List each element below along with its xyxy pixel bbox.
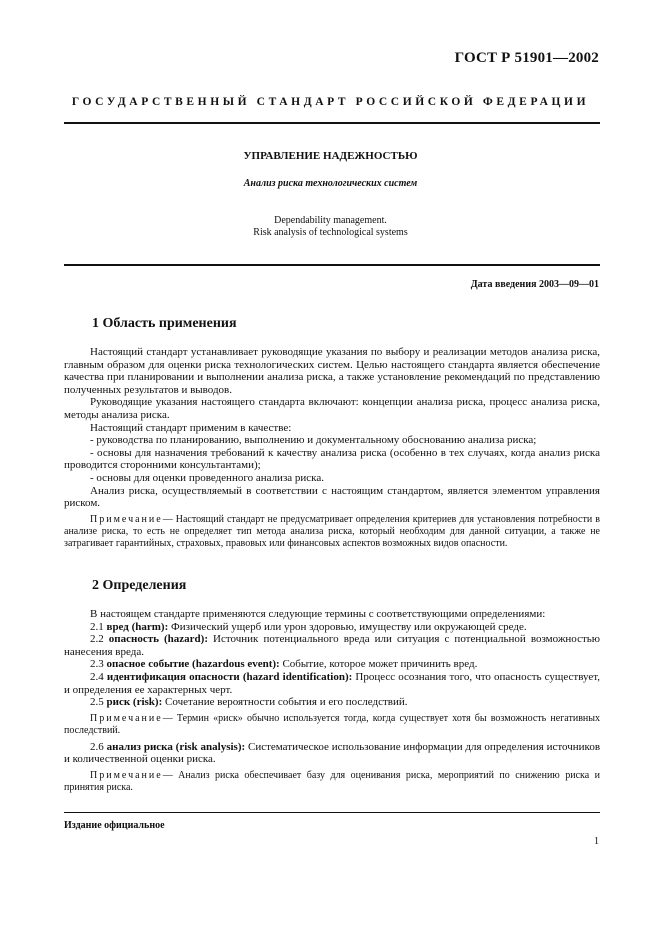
gost-number: ГОСТ Р 51901—2002 <box>454 50 599 66</box>
section1-note <box>64 514 600 550</box>
note-text: — Анализ риска обеспечивает базу для оценивания риска, мероприятий по снижению риска и принятия риска. <box>64 769 600 793</box>
note-label: Примечание <box>90 513 163 525</box>
definition-text: Сочетание вероятности события и его последствий. <box>162 696 408 709</box>
definition-item <box>64 741 600 766</box>
definition-item <box>64 658 600 671</box>
definition-number: 2.5 <box>90 696 104 709</box>
section1-heading: 1 Область применения <box>92 316 237 331</box>
definition-term: анализ риска (risk analysis): <box>106 740 246 753</box>
section2-heading: 2 Определения <box>92 578 187 593</box>
english-title-line2: Risk analysis of technological systems <box>253 227 408 238</box>
intro-date: Дата введения 2003—09—01 <box>470 279 599 290</box>
definition-term: опасность (hazard): <box>108 633 208 646</box>
note-text: — Настоящий стандарт не предусматривает определения критериев для установления потребности в анализе риска, то есть не определяет тип метода анализа риска, который необходим для данной ситуации, а также не затрагивает гарантийных, страховых, правовых или финансовых аспектов возможных видов опасности. <box>64 513 600 549</box>
document-title: УПРАВЛЕНИЕ НАДЕЖНОСТЬЮ <box>243 150 418 162</box>
section1-body <box>64 346 600 550</box>
section1-bullet: - руководства по планированию, выполнению и документальному обоснованию анализа риска; <box>90 434 537 447</box>
title-rule <box>64 264 600 266</box>
definition-number: 2.4 <box>90 670 104 683</box>
definition-text: Систематическое использование информации для определения источников и количественной оценки риска. <box>64 740 601 766</box>
note-label: Примечание <box>90 769 163 781</box>
definition-item <box>64 671 600 696</box>
english-title-line1: Dependability management. <box>274 215 387 226</box>
definition-number: 2.1 <box>90 620 104 633</box>
state-standard-banner: ГОСУДАРСТВЕННЫЙ СТАНДАРТ РОССИЙСКОЙ ФЕДЕРАЦИИ <box>71 96 590 108</box>
definition-number: 2.2 <box>90 633 104 646</box>
section1-bullet: - основы для оценки проведенного анализа риска. <box>90 471 324 484</box>
document-subtitle: Анализ риска технологических систем <box>243 178 418 189</box>
definition-item <box>64 621 600 634</box>
definition-item <box>64 696 600 709</box>
page-number: 1 <box>594 836 599 847</box>
definition-text: Физический ущерб или урон здоровью, имуществу или окружающей среде. <box>168 620 527 633</box>
footer-rule <box>64 812 600 813</box>
section1-paragraph: Анализ риска, осуществляемый в соответствии с настоящим стандартом, является элементом управления риском. <box>64 484 600 510</box>
section1-paragraph: Руководящие указания настоящего стандарта включают: концепции анализа риска, процесс анализа риска, методы анализа риска. <box>64 396 600 421</box>
header-rule <box>64 122 600 124</box>
definition-term: идентификация опасности (hazard identification): <box>106 670 353 683</box>
section1-paragraph: Настоящий стандарт устанавливает руководящие указания по выбору и реализации методов анализа риска, главным образом для оценки риска технологических систем. Целью настоящего стандарта является обеспечение качества при планировании и выполнении анализа риска, а также установление рекомендаций по представлению полученных результатов и выводов. <box>64 346 600 396</box>
definition-term: опасное событие (hazardous event): <box>106 658 280 671</box>
definition-text: Источник потенциального вреда или ситуация с потенциальной возможностью нанесения вреда. <box>64 633 601 658</box>
definition-number: 2.6 <box>90 740 104 753</box>
definition-text: Процесс осознания того, что опасность существует, и определения ее характерных черт. <box>64 670 600 696</box>
section2-body <box>64 608 600 794</box>
edition-label: Издание официальное <box>64 820 165 831</box>
definition-term: вред (harm): <box>106 620 169 633</box>
definition-term: риск (risk): <box>106 696 163 709</box>
section2-intro: В настоящем стандарте применяются следующие термины с соответствующими определениями: <box>90 608 546 620</box>
note-label: Примечание <box>90 712 163 724</box>
definition-number: 2.3 <box>90 658 104 671</box>
section1-bullet: - основы для назначения требований к качеству анализа риска (особенно в тех случаях, когда анализ риска проводится сторонними консультантами); <box>64 446 600 472</box>
definition-text: Событие, которое может причинить вред. <box>279 658 478 671</box>
note-text: — Термин «риск» обычно используется тогда, когда существует хотя бы возможность негативных последствий. <box>64 712 600 736</box>
definition-item <box>64 633 600 658</box>
section2-note <box>64 770 600 794</box>
section2-note <box>64 713 600 737</box>
section1-paragraph: Настоящий стандарт применим в качестве: <box>90 421 292 434</box>
